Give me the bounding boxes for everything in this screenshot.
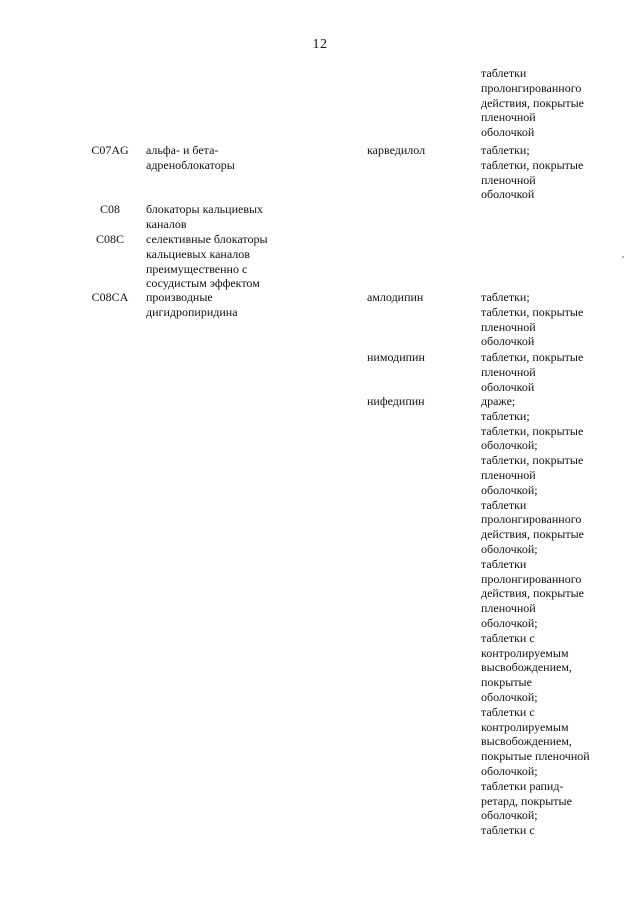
dosage-forms: таблетки; таблетки, покрытые пленочной оболочкой — [481, 290, 584, 349]
scan-speck — [622, 256, 624, 258]
atc-code: C08 — [99, 202, 120, 216]
page-number: 12 — [312, 37, 328, 52]
pharmacological-group: блокаторы кальциевых каналов — [146, 202, 264, 231]
drug-name: карведилол — [367, 143, 426, 157]
atc-code: C08C — [95, 232, 124, 246]
dosage-forms: таблетки пролонгированного действия, покрытые пленочной оболочкой — [481, 66, 584, 140]
pharmacological-group: селективные блокаторы кальциевых каналов преимущественно с сосудистым эффектом — [146, 232, 268, 291]
dosage-forms: драже; таблетки; таблетки, покрытые оболочкой; таблетки, покрытые пленочной оболочкой; таблетки пролонгированного действия, покрытые оболочкой; таблетки пролонгированного действия, покрытые пленочной оболочкой; таблетки с контролируемым высвобождением, покрытые оболочкой; таблетки с контролируемым высвобождением, покрытые пленочной оболочкой; таблетки рапид- ретард, покрытые оболочкой; таблетки с — [481, 394, 590, 838]
atc-code: C08CA — [91, 290, 129, 304]
drug-name: нифедипин — [367, 394, 425, 408]
dosage-forms: таблетки; таблетки, покрытые пленочной оболочкой — [481, 143, 584, 202]
drug-name: нимодипин — [367, 350, 425, 364]
pharmacological-group: альфа- и бета-адреноблокаторы — [146, 143, 235, 172]
dosage-forms: таблетки, покрытые пленочной оболочкой — [481, 350, 584, 394]
drug-name: амлодипин — [367, 290, 424, 304]
pharmacological-group: производные дигидропиридина — [146, 290, 238, 319]
atc-code: C07AG — [91, 143, 129, 157]
